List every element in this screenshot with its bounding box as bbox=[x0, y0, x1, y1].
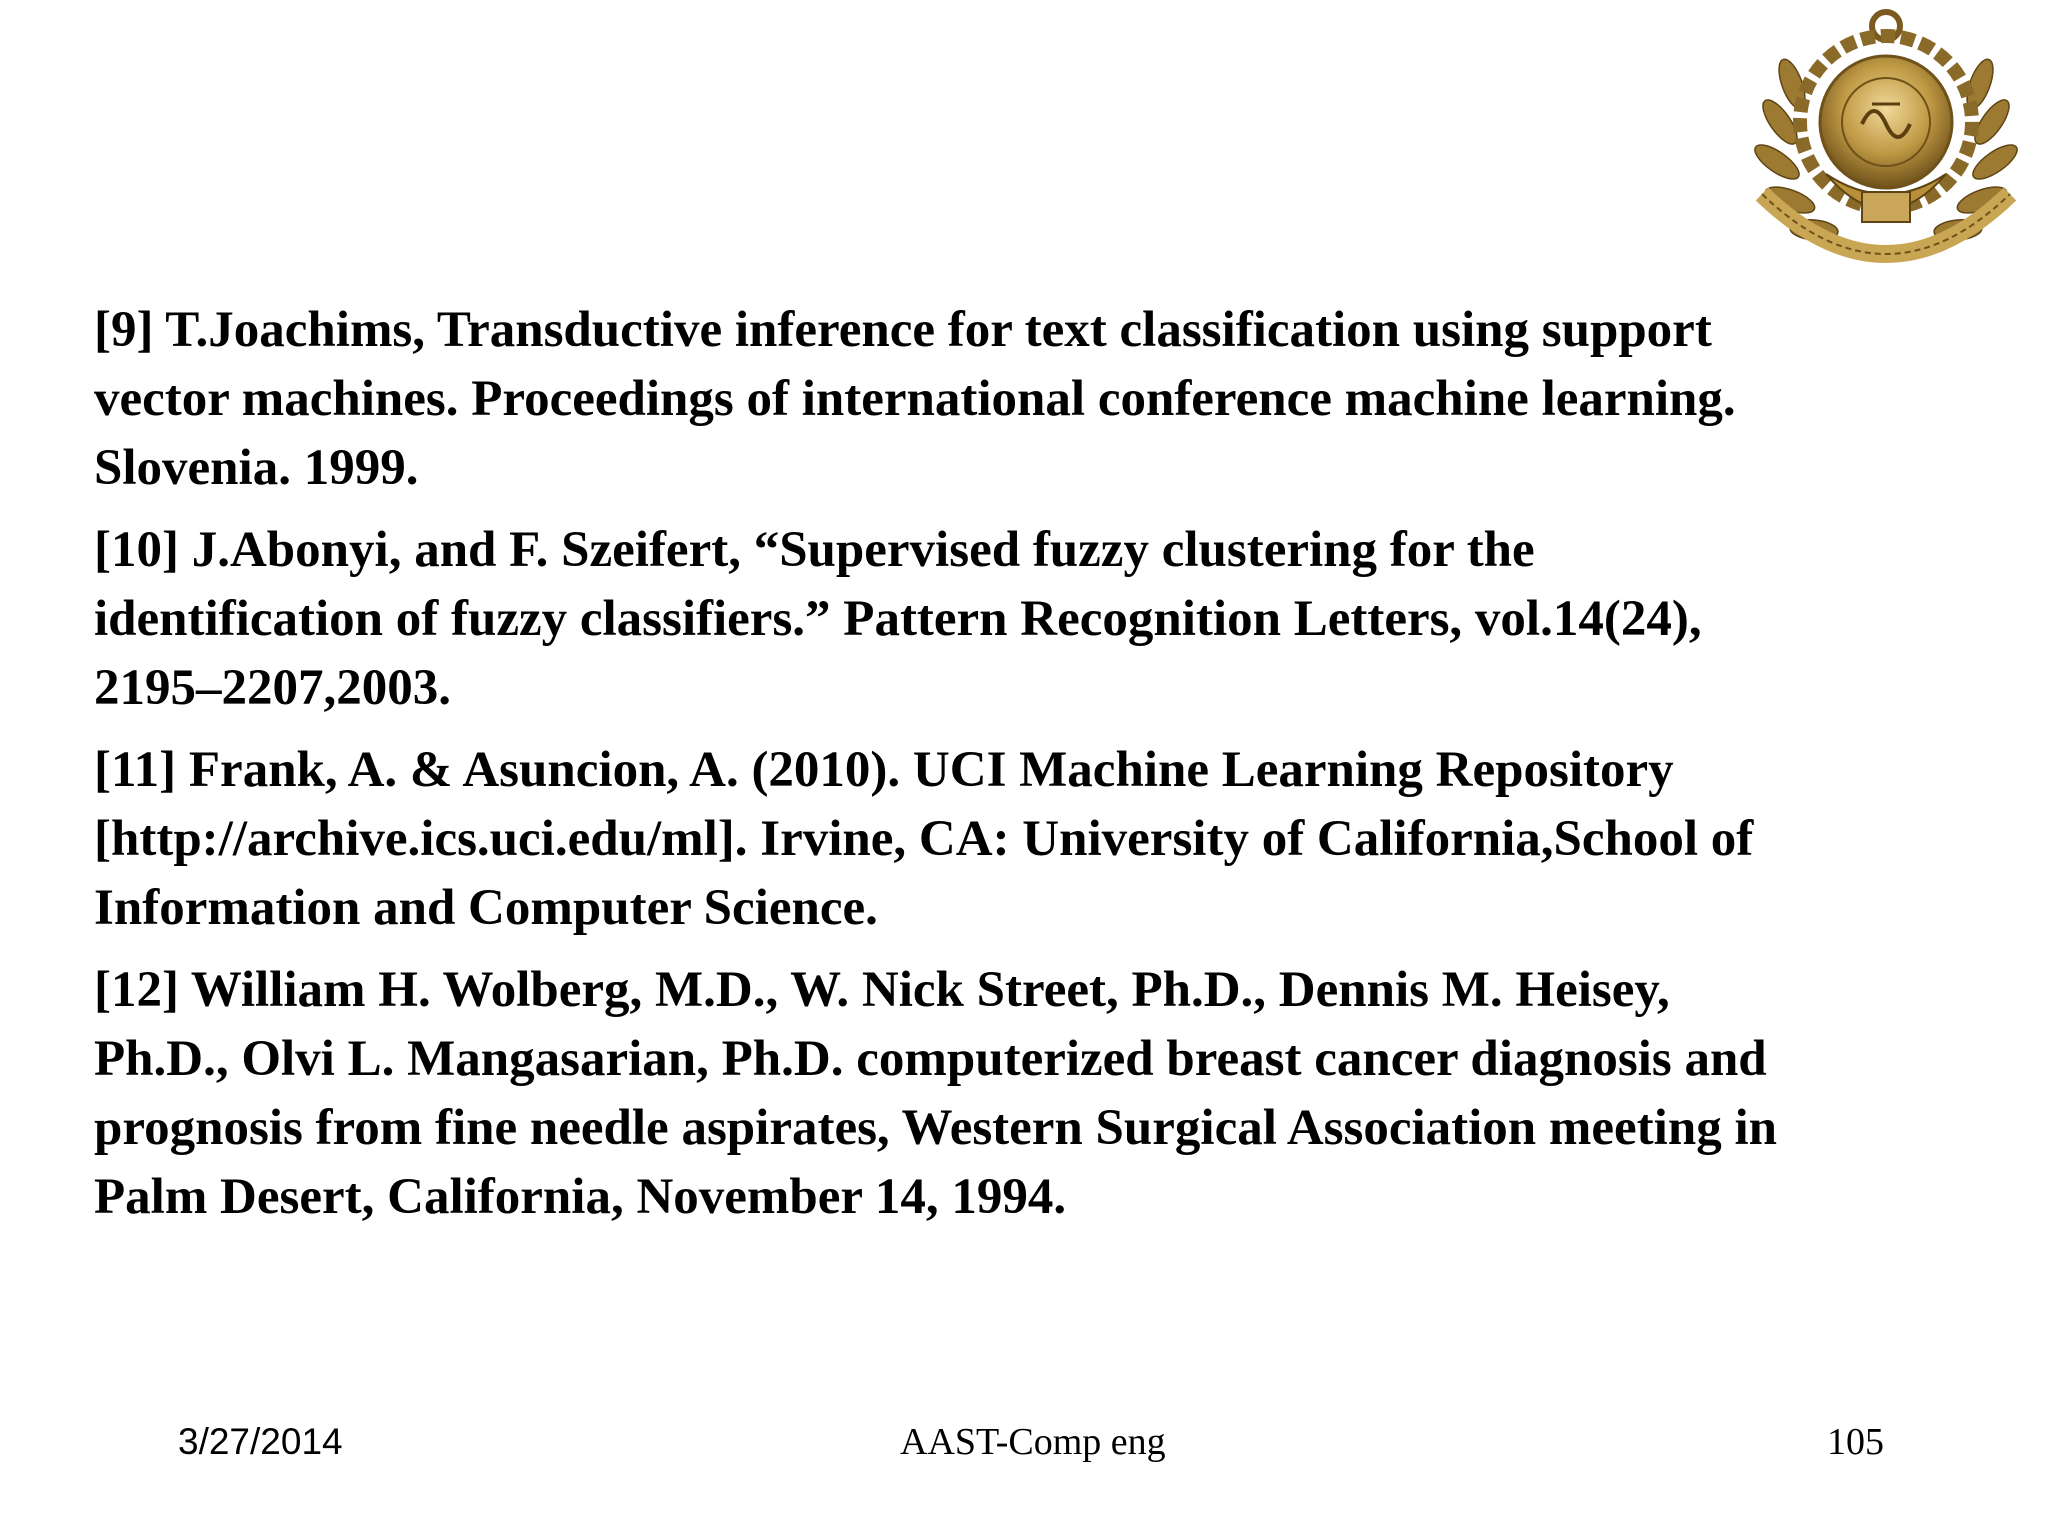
reference-line: Information and Computer Science. bbox=[94, 880, 878, 936]
reference-line: 2195–2207,2003. bbox=[94, 660, 451, 716]
university-logo bbox=[1722, 4, 2046, 304]
reference-line: Palm Desert, California, November 14, 1994. bbox=[94, 1169, 1067, 1225]
reference-line: [http://archive.ics.uci.edu/ml]. Irvine, CA: University of California,School of bbox=[94, 811, 1754, 867]
reference-line: vector machines. Proceedings of international conference machine learning. bbox=[94, 371, 1736, 427]
reference-line: prognosis from fine needle aspirates, Western Surgical Association meeting in bbox=[94, 1100, 1777, 1156]
reference-line: identification of fuzzy classifiers.” Pattern Recognition Letters, vol.14(24), bbox=[94, 591, 1702, 647]
reference-item bbox=[94, 516, 2004, 723]
university-emblem-icon bbox=[1722, 4, 2046, 304]
reference-line: [9] T.Joachims, Transductive inference for text classification using support bbox=[94, 302, 1712, 358]
reference-line: Slovenia. 1999. bbox=[94, 440, 419, 496]
reference-line: [11] Frank, A. & Asuncion, A. (2010). UCI Machine Learning Repository bbox=[94, 742, 1674, 798]
reference-list bbox=[94, 296, 2004, 1245]
footer-date: 3/27/2014 bbox=[178, 1421, 343, 1462]
reference-item bbox=[94, 956, 2004, 1232]
reference-line: [10] J.Abonyi, and F. Szeifert, “Supervised fuzzy clustering for the bbox=[94, 522, 1535, 578]
footer-title: AAST-Comp eng bbox=[900, 1421, 1166, 1463]
reference-item bbox=[94, 296, 2004, 503]
reference-line: Ph.D., Olvi L. Mangasarian, Ph.D. computerized breast cancer diagnosis and bbox=[94, 1031, 1767, 1087]
reference-line: [12] William H. Wolberg, M.D., W. Nick Street, Ph.D., Dennis M. Heisey, bbox=[94, 962, 1670, 1018]
page-number: 105 bbox=[1827, 1421, 1884, 1463]
reference-item bbox=[94, 736, 2004, 943]
